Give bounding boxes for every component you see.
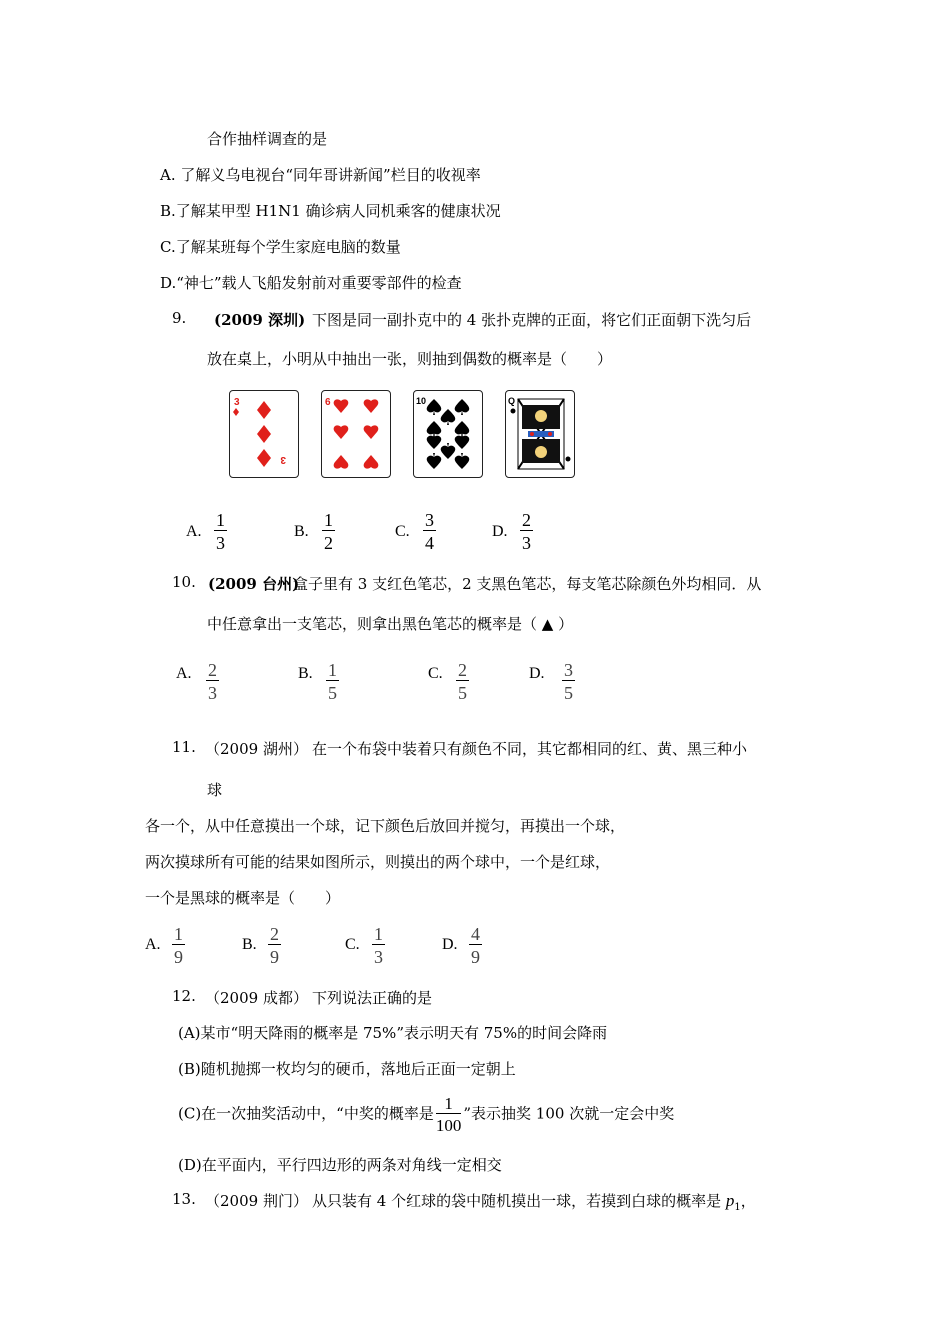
q12-number: 12. — [172, 987, 196, 1005]
q10-source: (2009 台州) — [208, 575, 300, 593]
q11-number: 11. — [172, 738, 196, 756]
q11-source: （2009 湖州） — [205, 740, 308, 758]
q9-text-line2: 放在桌上，小明从中抽出一张，则抽到偶数的概率是（ ） — [207, 350, 613, 368]
card-rank: 3 — [234, 397, 240, 408]
q9-text-line1: 下图是同一副扑克中的 4 张扑克牌的正面，将它们正面朝下洗匀后 — [312, 311, 752, 329]
q11-option-a-fraction: $\frac{1}{9}$ — [174, 924, 183, 967]
q12-source: （2009 成都） — [205, 989, 308, 1007]
playing-card-queen-clubs — [505, 390, 575, 478]
q9-option-b-label: B. — [294, 523, 309, 540]
q12-option-c-fraction: $\frac{1}{100}$ — [435, 1094, 462, 1135]
playing-card-6-hearts — [321, 390, 391, 478]
q9-number: 9. — [172, 309, 187, 327]
q9-option-a-fraction: $\frac{1}{3}$ — [216, 510, 225, 553]
playing-card-3-diamonds — [229, 390, 299, 478]
q12-option-a: (A)某市“明天降雨的概率是 75%”表示明天有 75%的时间会降雨 — [178, 1024, 608, 1042]
q9-source: (2009 深圳) — [214, 311, 306, 329]
q10-option-b-fraction: $\frac{1}{5}$ — [328, 660, 337, 703]
q13-text — [312, 1190, 756, 1213]
playing-card-10-spades — [413, 390, 483, 478]
q10-text-line2: 中任意拿出一支笔芯，则拿出黑色笔芯的概率是（ ▲ ） — [207, 615, 574, 633]
q11-text-line1b: 球 — [207, 781, 223, 799]
q10-option-a-label: A. — [176, 665, 192, 682]
q11-option-c-fraction: $\frac{1}{3}$ — [374, 924, 383, 967]
q13-variable: p — [725, 1191, 735, 1210]
q9-option-d-label: D. — [492, 523, 508, 540]
q12-option-b: (B)随机抛掷一枚均匀的硬币，落地后正面一定朝上 — [178, 1060, 516, 1078]
q11-option-d-label: D. — [442, 936, 458, 953]
svg-text:3: 3 — [280, 454, 286, 465]
q8-option-a: A. 了解义乌电视台“同年哥讲新闻”栏目的收视率 — [160, 166, 481, 184]
q8-stem-tail: 合作抽样调查的是 — [207, 130, 328, 148]
q11-option-c-label: C. — [345, 936, 360, 953]
q9-option-a-label: A. — [186, 523, 202, 540]
q10-option-d-label: D. — [529, 665, 545, 682]
q8-option-d: D.“神七”载人飞船发射前对重要零部件的检查 — [160, 274, 462, 292]
card-rank: 6 — [325, 397, 331, 408]
q13-text-body: 从只装有 4 个红球的袋中随机摸出一球，若摸到白球的概率是 — [312, 1192, 722, 1210]
q9-option-c-label: C. — [395, 523, 410, 540]
q13-number: 13. — [172, 1190, 196, 1208]
q11-option-a-label: A. — [145, 936, 161, 953]
q11-option-d-fraction: $\frac{4}{9}$ — [471, 924, 480, 967]
q11-option-b-fraction: $\frac{2}{9}$ — [270, 924, 279, 967]
q10-number: 10. — [172, 573, 196, 591]
q11-text-line4: 一个是黑球的概率是（ ） — [145, 889, 341, 907]
q11-text-line1: 在一个布袋中装着只有颜色不同，其它都相同的红、黄、黑三种小 — [312, 740, 748, 758]
q11-text-line3: 两次摸球所有可能的结果如图所示，则摸出的两个球中，一个是红球， — [145, 853, 611, 871]
q10-option-d-fraction: $\frac{3}{5}$ — [564, 660, 573, 703]
q13-source: （2009 荆门） — [205, 1192, 308, 1210]
q12-option-c-pre: (C)在一次抽奖活动中，“中奖的概率是 — [178, 1104, 434, 1123]
q12-text: 下列说法正确的是 — [312, 989, 433, 1007]
q12-option-c-post: ”表示抽奖 100 次就一定会中奖 — [463, 1104, 675, 1123]
q8-option-c: C.了解某班每个学生家庭电脑的数量 — [160, 238, 401, 256]
q9-option-b-fraction: $\frac{1}{2}$ — [324, 510, 333, 553]
q10-text-line1: 盒子里有 3 支红色笔芯，2 支黑色笔芯，每支笔芯除颜色外均相同．从 — [293, 575, 762, 593]
q11-option-b-label: B. — [242, 936, 257, 953]
q10-option-a-fraction: $\frac{2}{3}$ — [208, 660, 217, 703]
q13-tail: ， — [740, 1192, 756, 1210]
card-rank: 10 — [416, 396, 427, 406]
q10-option-b-label: B. — [298, 665, 313, 682]
q9-option-d-fraction: $\frac{2}{3}$ — [522, 510, 531, 553]
q12-option-d: (D)在平面内，平行四边形的两条对角线一定相交 — [178, 1156, 502, 1174]
q10-option-c-fraction: $\frac{2}{5}$ — [458, 660, 467, 703]
q11-text-line2: 各一个，从中任意摸出一个球，记下颜色后放回并搅匀，再摸出一个球， — [145, 817, 626, 835]
q9-option-c-fraction: $\frac{3}{4}$ — [425, 510, 434, 553]
q12-option-c — [178, 1094, 674, 1135]
card-rank: Q — [508, 396, 516, 406]
q8-option-b: B.了解某甲型 H1N1 确诊病人同机乘客的健康状况 — [160, 202, 501, 220]
q13-variable-subscript: 1 — [734, 1202, 741, 1213]
q10-option-c-label: C. — [428, 665, 443, 682]
